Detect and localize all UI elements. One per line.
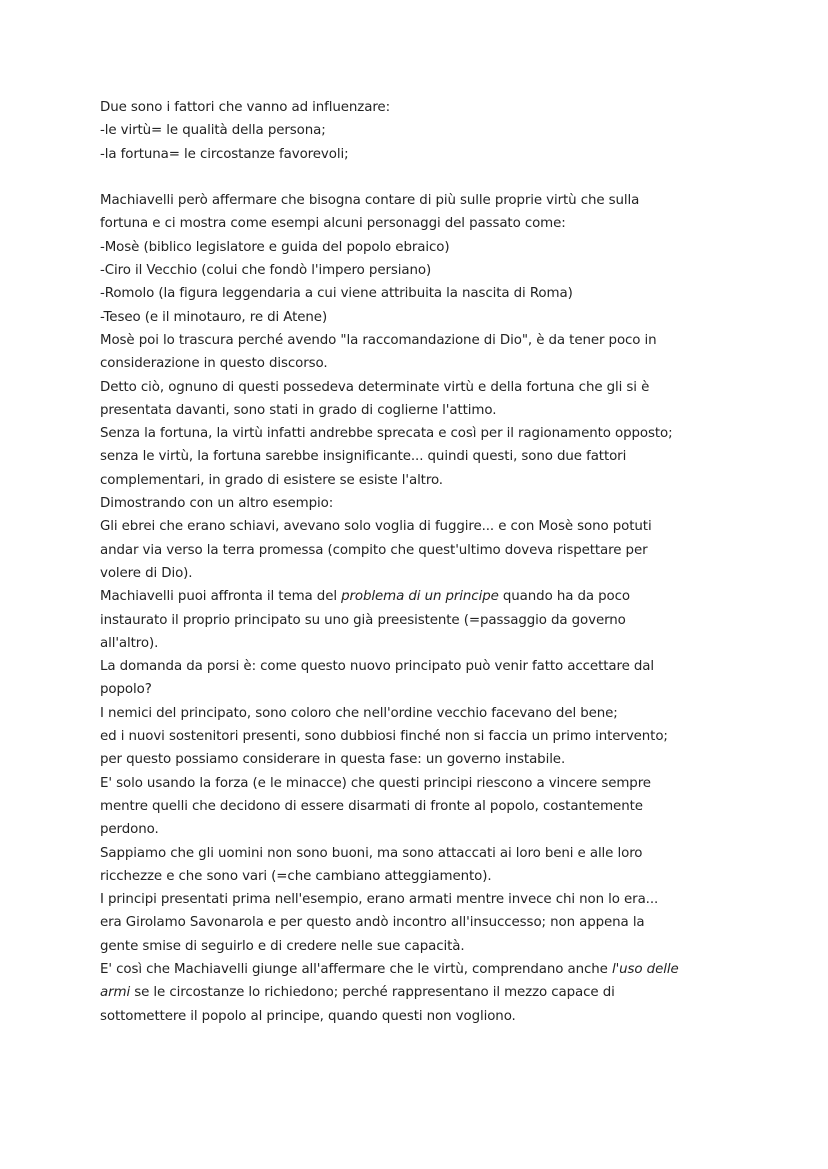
text-run: era Girolamo Savonarola e per questo andò incontro all'insuccesso; non appena la (100, 915, 645, 931)
text-line (100, 96, 740, 119)
text-run: se le circostanze lo richiedono; perché rappresentano il mezzo capace di (130, 985, 615, 1001)
text-run: presentata davanti, sono stati in grado di coglierne l'attimo. (100, 402, 497, 418)
text-run: volere di Dio). (100, 565, 193, 581)
text-line (100, 282, 740, 305)
text-run: Machiavelli però affermare che bisogna contare di più sulle proprie virtù che sulla (100, 193, 640, 209)
text-line (100, 306, 740, 329)
text-line (100, 842, 740, 865)
text-line (100, 399, 740, 422)
text-line (100, 958, 740, 981)
text-run: -la fortuna= le circostanze favorevoli; (100, 146, 349, 162)
text-run: E' così che Machiavelli giunge all'affermare che le virtù, comprendano anche (100, 961, 612, 977)
text-line (100, 981, 740, 1004)
text-line (100, 935, 740, 958)
text-line (100, 422, 740, 445)
text-line (100, 143, 740, 166)
text-line (100, 329, 740, 352)
text-run: mentre quelli che decidono di essere disarmati di fronte al popolo, costantemente (100, 798, 643, 814)
text-run: Machiavelli puoi affronta il tema del (100, 589, 342, 605)
text-run: I principi presentati prima nell'esempio, erano armati mentre invece chi non lo era... (100, 892, 659, 908)
document-page (100, 96, 740, 1028)
paragraph (100, 189, 740, 1028)
text-run: per questo possiamo considerare in questa fase: un governo instabile. (100, 752, 566, 768)
text-line (100, 911, 740, 934)
text-line (100, 702, 740, 725)
text-line (100, 655, 740, 678)
text-line (100, 632, 740, 655)
text-line (100, 259, 740, 282)
text-run: andar via verso la terra promessa (compito che quest'ultimo doveva rispettare per (100, 542, 648, 558)
text-run: senza le virtù, la fortuna sarebbe insignificante... quindi questi, sono due fattori (100, 449, 627, 465)
italic-text: problema di un principe (341, 589, 499, 605)
text-line (100, 772, 740, 795)
text-run: complementari, in grado di esistere se esiste l'altro. (100, 472, 443, 488)
text-line (100, 189, 740, 212)
text-run: all'altro). (100, 635, 159, 651)
document-body (100, 96, 740, 1028)
text-line (100, 609, 740, 632)
text-line (100, 678, 740, 701)
text-line (100, 888, 740, 911)
paragraph (100, 96, 740, 166)
text-line (100, 585, 740, 608)
text-run: -Romolo (la figura leggendaria a cui viene attribuita la nascita di Roma) (100, 286, 573, 302)
text-run: -Mosè (biblico legislatore e guida del popolo ebraico) (100, 239, 450, 255)
text-run: I nemici del principato, sono coloro che nell'ordine vecchio facevano del bene; (100, 705, 618, 721)
text-line (100, 865, 740, 888)
text-run: Sappiamo che gli uomini non sono buoni, ma sono attaccati ai loro beni e alle loro (100, 845, 643, 861)
text-run: -Ciro il Vecchio (colui che fondò l'impero persiano) (100, 263, 432, 279)
text-run: La domanda da porsi è: come questo nuovo principato può venir fatto accettare dal (100, 659, 655, 675)
text-run: Detto ciò, ognuno di questi possedeva determinate virtù e della fortuna che gli si è (100, 379, 650, 395)
text-run: ed i nuovi sostenitori presenti, sono dubbiosi finché non si faccia un primo intervento; (100, 729, 668, 745)
paragraph-gap (100, 166, 740, 189)
text-run: quando ha da poco (498, 589, 630, 605)
text-run: sottomettere il popolo al principe, quando questi non vogliono. (100, 1008, 516, 1024)
text-run: -Teseo (e il minotauro, re di Atene) (100, 309, 328, 325)
text-run: popolo? (100, 682, 152, 698)
text-line (100, 562, 740, 585)
text-run: Senza la fortuna, la virtù infatti andrebbe sprecata e così per il ragionamento opposto; (100, 426, 673, 442)
text-line (100, 492, 740, 515)
text-run: -le virtù= le qualità della persona; (100, 123, 326, 139)
text-run: Due sono i fattori che vanno ad influenzare: (100, 100, 390, 115)
text-line (100, 748, 740, 771)
text-line (100, 725, 740, 748)
text-run: fortuna e ci mostra come esempi alcuni personaggi del passato come: (100, 216, 566, 232)
text-run: Gli ebrei che erano schiavi, avevano solo voglia di fuggire... e con Mosè sono potuti (100, 519, 652, 535)
text-line (100, 1005, 740, 1028)
italic-text: l'uso delle (611, 961, 679, 977)
text-run: Mosè poi lo trascura perché avendo "la raccomandazione di Dio", è da tener poco in (100, 332, 657, 348)
text-run: instaurato il proprio principato su uno già preesistente (=passaggio da governo (100, 612, 626, 628)
italic-text: armi (100, 985, 131, 1001)
text-line (100, 515, 740, 538)
text-line (100, 212, 740, 235)
text-line (100, 469, 740, 492)
text-line (100, 119, 740, 142)
text-line (100, 352, 740, 375)
text-run: perdono. (100, 822, 159, 838)
text-line (100, 539, 740, 562)
text-line (100, 795, 740, 818)
text-line (100, 445, 740, 468)
text-run: E' solo usando la forza (e le minacce) che questi principi riescono a vincere sempre (100, 775, 651, 791)
text-run: Dimostrando con un altro esempio: (100, 496, 334, 512)
text-line (100, 818, 740, 841)
text-run: considerazione in questo discorso. (100, 356, 328, 372)
text-run: gente smise di seguirlo e di credere nelle sue capacità. (100, 938, 465, 954)
text-line (100, 236, 740, 259)
text-run: ricchezze e che sono vari (=che cambiano atteggiamento). (100, 868, 492, 884)
text-line (100, 376, 740, 399)
